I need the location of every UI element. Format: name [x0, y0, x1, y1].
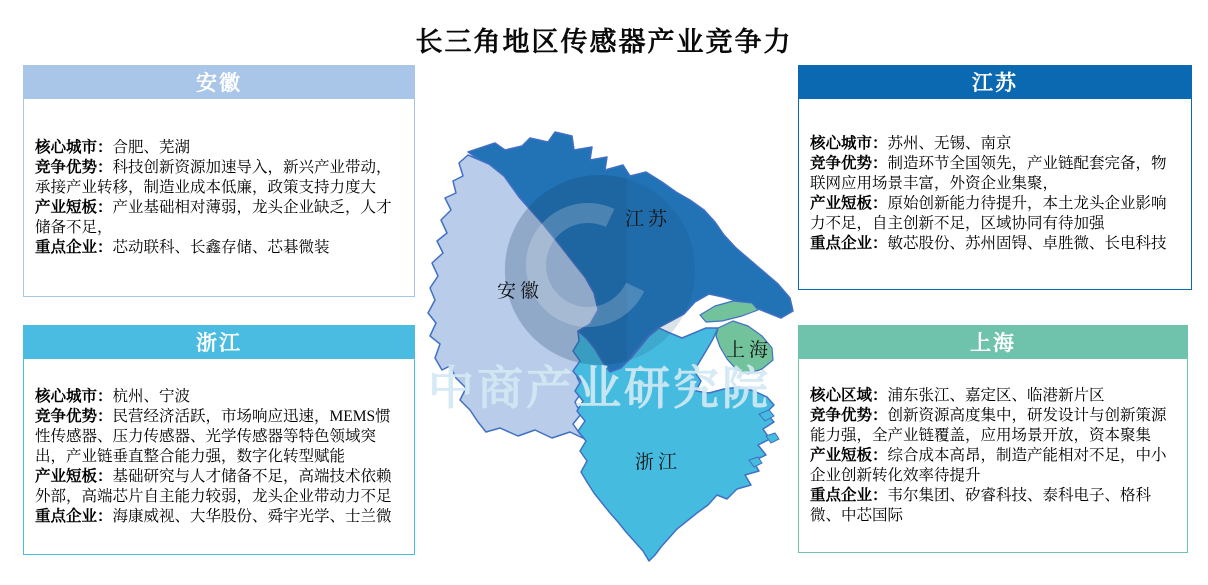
row-label: 竞争优势：: [35, 407, 113, 425]
row-text: 韦尔集团、矽睿科技、泰科电子、格科微、中芯国际: [810, 486, 1152, 524]
panel-header-zhejiang: 浙江: [23, 325, 415, 359]
map-label-zhejiang: 浙江: [634, 452, 682, 473]
panel-row: [810, 134, 1181, 154]
panel-row: [35, 198, 404, 238]
panel-body-zhejiang: [23, 359, 415, 555]
panel-zhejiang: [23, 325, 415, 555]
row-text: 原始创新能力待提升，本土龙头企业影响力不足，自主创新不足，区域协同有待加强: [810, 195, 1167, 232]
map-label-anhui: 安徽: [496, 281, 544, 302]
panel-row: [810, 194, 1181, 234]
panel-body-jiangsu: [798, 99, 1192, 290]
row-label: 核心城市：: [35, 387, 113, 405]
row-label: 产业短板：: [35, 467, 113, 485]
panel-row: [35, 407, 404, 467]
row-text: 芯动联科、长鑫存储、芯碁微装: [112, 238, 330, 256]
yangtze-delta-map: [425, 130, 797, 580]
panel-jiangsu: [798, 65, 1192, 290]
page-title: 长三角地区传感器产业竞争力: [415, 27, 793, 57]
row-text: 制造环节全国领先，产业链配套完备，物联网应用场景丰富，外资企业集聚，: [810, 155, 1167, 192]
panel-body-shanghai: [798, 359, 1188, 553]
row-text: 敏芯股份、苏州固锝、卓胜微、长电科技: [887, 235, 1167, 252]
row-label: 产业短板：: [810, 446, 888, 464]
row-text: 创新资源高度集中，研发设计与创新策源能力强，全产业链覆盖，应用场景开放，资本聚集: [810, 406, 1167, 444]
row-text: 科技创新资源加速导入，新兴产业带动，承接产业转移，制造业成本低廉，政策支持力度大: [35, 158, 392, 196]
panel-header-shanghai: 上海: [798, 325, 1188, 359]
row-text: 综合成本高昂，制造产能相对不足，中小企业创新转化效率待提升: [810, 446, 1167, 484]
panel-row: [810, 234, 1181, 254]
panel-anhui: [23, 65, 415, 297]
row-label: 产业短板：: [810, 195, 888, 212]
row-label: 核心区域：: [810, 386, 888, 404]
row-text: 民营经济活跃，市场响应迅速，MEMS惯性传感器、压力传感器、光学传感器等特色领域突出，产业链垂直整合能力强，数字化转型赋能: [35, 407, 391, 465]
panel-header-jiangsu: 江苏: [798, 65, 1192, 99]
panel-row: [810, 446, 1177, 486]
panel-row: [810, 406, 1177, 446]
row-label: 重点企业：: [810, 486, 888, 504]
panel-row: [35, 467, 404, 507]
row-label: 竞争优势：: [810, 155, 888, 172]
panel-row: [35, 238, 404, 258]
panel-row: [35, 158, 404, 198]
map-svg: [425, 130, 797, 580]
row-label: 产业短板：: [35, 198, 113, 216]
panel-row: [35, 138, 404, 158]
map-label-jiangsu: 江苏: [624, 209, 672, 230]
panel-row: [810, 486, 1177, 526]
panel-row: [35, 507, 404, 527]
panel-body-anhui: [23, 99, 415, 297]
row-label: 重点企业：: [810, 235, 888, 252]
row-label: 核心城市：: [810, 135, 888, 152]
row-text: 合肥、芜湖: [112, 138, 191, 156]
row-label: 竞争优势：: [810, 406, 888, 424]
row-text: 产业基础相对薄弱，龙头企业缺乏，人才储备不足，: [35, 198, 392, 236]
row-text: 浦东张江、嘉定区、临港新片区: [887, 386, 1105, 404]
row-text: 海康威视、大华股份、舜宇光学、士兰微: [112, 507, 392, 525]
row-text: 基础研究与人才储备不足，高端技术依赖外部，高端芯片自主能力较弱，龙头企业带动力不足: [35, 467, 392, 505]
row-text: 杭州、宁波: [112, 387, 191, 405]
map-label-shanghai: 上海: [725, 340, 773, 361]
row-label: 重点企业：: [35, 238, 113, 256]
panel-shanghai: [798, 325, 1188, 553]
panel-header-anhui: 安徽: [23, 65, 415, 99]
row-label: 核心城市：: [35, 138, 113, 156]
row-label: 竞争优势：: [35, 158, 113, 176]
row-label: 重点企业：: [35, 507, 113, 525]
watermark-logo-circle: [505, 175, 695, 365]
map-chongming-island: [700, 301, 758, 322]
panel-row: [810, 154, 1181, 194]
panel-row: [810, 386, 1177, 406]
watermark-text: 中商产业研究院: [428, 362, 771, 414]
row-text: 苏州、无锡、南京: [887, 135, 1012, 152]
panel-row: [35, 387, 404, 407]
